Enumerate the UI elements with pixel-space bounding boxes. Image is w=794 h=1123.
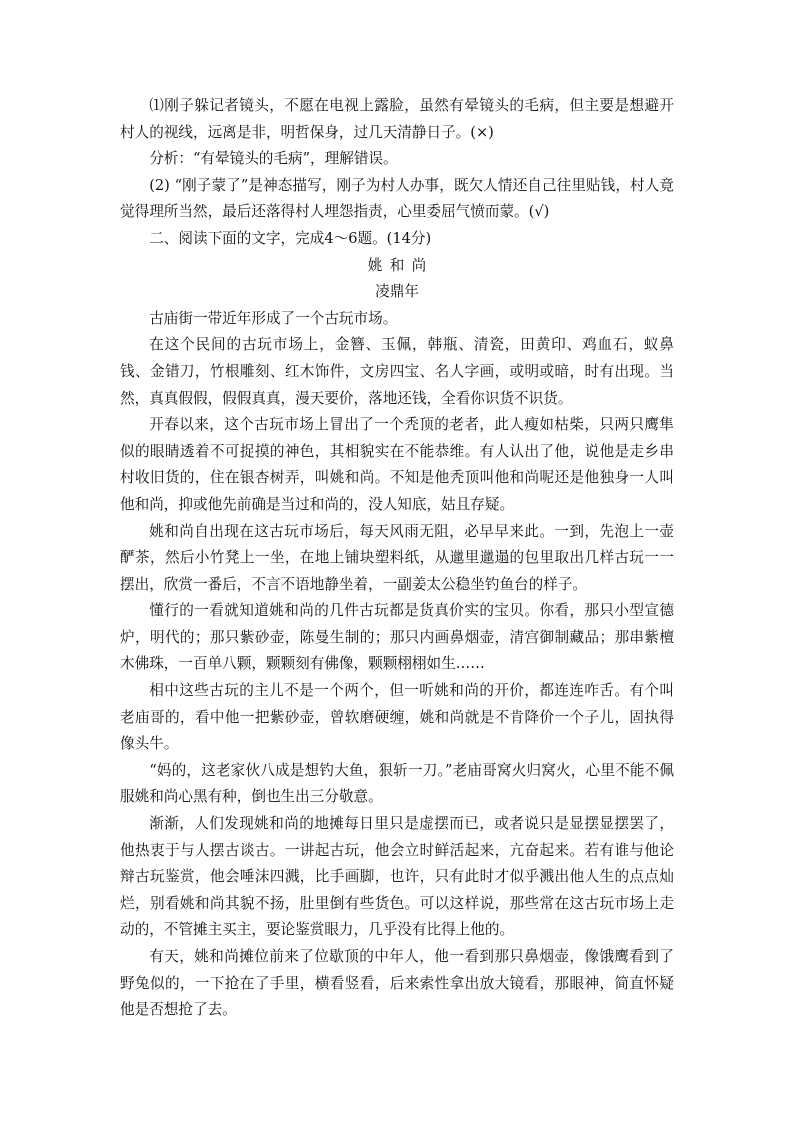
article-paragraph: 有天，姚和尚摊位前来了位歇顶的中年人，他一看到那只鼻烟壶，像饿鹰看到了野兔似的，一下抢在了手里，横看竖看，后来索性拿出放大镜看，那眼神，简直怀疑他是否想抢了去。 [120,948,674,1019]
article-paragraph: 相中这些古玩的主儿不是一个两个，但一听姚和尚的开价，都连连咋舌。有个叫老庙哥的，看中他一把紫砂壶，曾软磨硬缠，姚和尚就是不肯降价一个子儿，固执得像头牛。 [120,682,674,753]
article-paragraph: 姚和尚自出现在这古玩市场后，每天风雨无阻，必早早来此。一到，先泡上一壶酽茶，然后小竹凳上一坐，在地上铺块塑料纸，从邋里邋遢的包里取出几样古玩一一摆出，欣赏一番后，不言不语地静坐着，一副姜太公稳坐钓鱼台的样子。 [120,522,674,593]
article-paragraph: 在这个民间的古玩市场上，金簪、玉佩，韩瓶、清瓷，田黄印、鸡血石，蚁鼻钱、金错刀，竹根雕刻、红木饰件，文房四宝、名人字画，或明或暗，时有出现。当然，真真假假，假假真真，漫天要价，落地还钱，全看你识货不识货。 [120,336,674,407]
answer-two: (2) “刚子蒙了”是神态描写，刚子为村人办事，既欠人情还自己往里贴钱，村人竟觉得理所当然，最后还落得村人埋怨指责，心里委屈气愤而蒙。(√) [120,176,674,221]
analysis-note: 分析：“有晕镜头的毛病”，理解错误。 [149,150,398,168]
answer-one: ⑴刚子躲记者镜头，不愿在电视上露脸，虽然有晕镜头的毛病，但主要是想避开村人的视线，远离是非，明哲保身，过几天清静日子。(×) [120,97,674,141]
article-paragraph: 古庙街一带近年形成了一个古玩市场。 [149,309,398,327]
article-paragraph: 懂行的一看就知道姚和尚的几件古玩都是货真价实的宝贝。你看，那只小型宣德炉，明代的；那只紫砂壶，陈曼生制的；那只内画鼻烟壶，清宫御制藏品；那串紫檀木佛珠，一百单八颗，颗颗刻有佛像，颗颗栩栩如生…… [120,602,674,673]
article-paragraph: 渐渐，人们发现姚和尚的地摊每日里只是虚摆而已，或者说只是显摆显摆罢了，他热衷于与人摆古谈古。一讲起古玩，他会立时鲜活起来，亢奋起来。若有谁与他论辩古玩鉴赏，他会唾沫四溅，比手画脚，也许，只有此时才似乎溅出他人生的点点灿烂，别看姚和尚其貌不扬，肚里倒有些货色。可以这样说，那些常在这古玩市场上走动的，不管摊主买主，要论鉴赏眼力，几乎没有比得上他的。 [120,815,674,939]
article-paragraph: “妈的，这老家伙八成是想钓大鱼，狠斩一刀。”老庙哥窝火归窝火，心里不能不佩服姚和尚心黑有种，倒也生出三分敬意。 [120,761,674,806]
article-title: 姚和尚 [367,256,434,274]
article-paragraph: 开春以来，这个古玩市场上冒出了一个秃顶的老者，此人瘦如枯柴，只两只鹰隼似的眼睛透着不可捉摸的神色，其相貌实在不能恭维。有人认出了他，说他是走乡串村收旧货的，住在银杏树弄，叫姚和尚。不知是他秃顶叫他和尚呢还是他独身一人叫他和尚，抑或他先前确是当过和尚的，没人知底，姑且存疑。 [120,416,674,513]
section-heading: 二、阅读下面的文字，完成4～6题。(14分) [149,229,432,247]
article-author: 凌鼎年 [375,283,419,301]
document-body [120,93,674,1024]
